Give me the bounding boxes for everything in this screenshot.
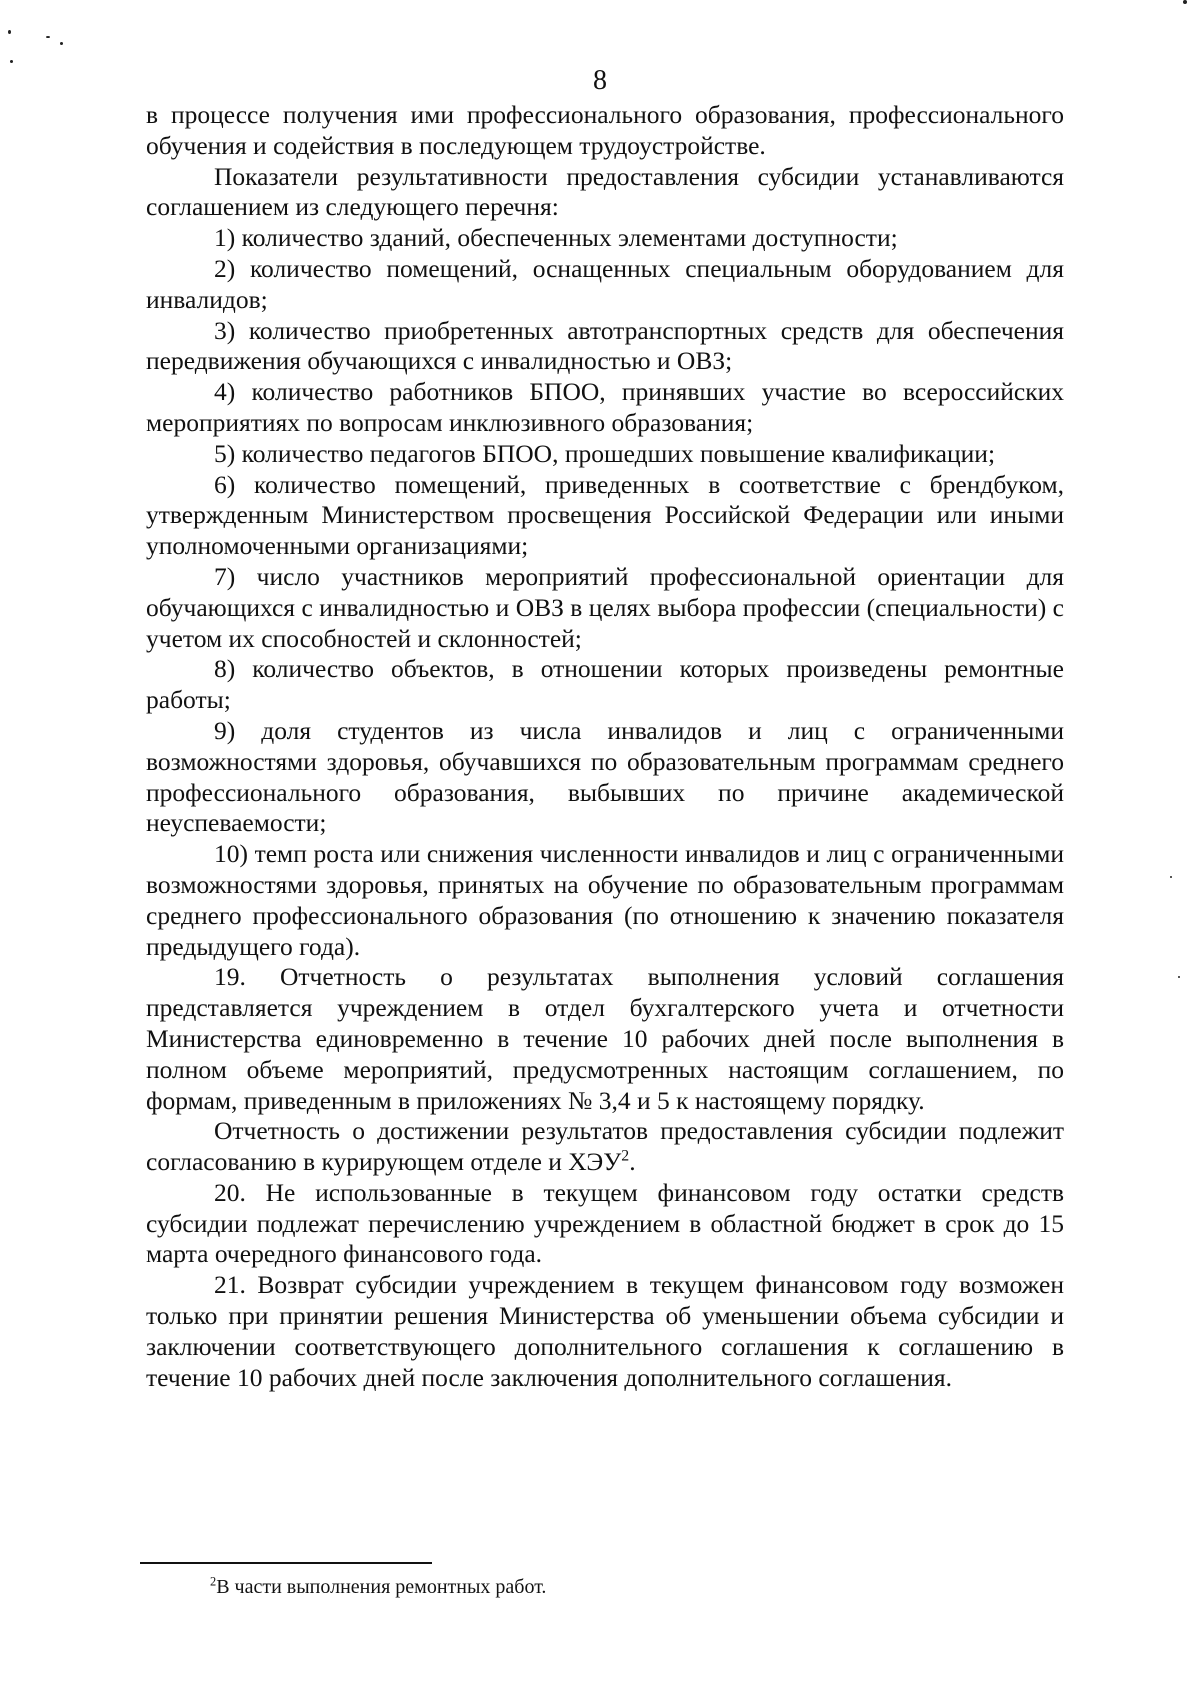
page-number: 8 [593,65,607,96]
footnote [210,1574,1010,1600]
paragraph: в процессе получения ими профессионального образования, профессионального обучения и содействия в последующем трудоустройстве. [146,100,1064,160]
list-item: 1) количество зданий, обеспеченных элементами доступности; [214,223,898,253]
list-item: 7) число участников мероприятий профессиональной ориентации для обучающихся с инвалидностью и ОВЗ в целях выбора профессии (специальности) с учетом их способностей и склонностей; [146,561,1064,653]
list-item: 2) количество помещений, оснащенных специальным оборудованием для инвалидов; [146,253,1064,314]
footnote-text: В части выполнения ремонтных работ. [216,1576,547,1598]
list-item: 10) темп роста или снижения численности инвалидов и лиц с ограниченными возможностями здоровья, принятых на обучение по образовательным программам среднего профессионального образования (по отношению к значению показателя предыдущего года). [146,839,1064,961]
paragraph: 21. Возврат субсидии учреждением в текущем финансовом году возможен только при принятии решения Министерства об уменьшении объема субсидии и заключении соответствующего дополнительного соглашения к соглашению в течение 10 рабочих дней после заключения дополнительного соглашения. [146,1270,1064,1392]
paragraph: 20. Не использованные в текущем финансовом году остатки средств субсидии подлежат перечислению учреждением в областной бюджет в срок до 15 марта очередного финансового года. [146,1177,1064,1269]
list-item: 5) количество педагогов БПОО, прошедших повышение квалификации; [214,438,996,468]
footnote-divider [140,1562,432,1564]
paragraph [146,1116,1064,1178]
list-item: 6) количество помещений, приведенных в соответствие с брендбуком, утвержденным Министерством просвещения Российской Федерации или иными уполномоченными организациями; [146,469,1064,561]
list-item: 8) количество объектов, в отношении которых произведены ремонтные работы; [146,654,1064,715]
paragraph-text-end: . [629,1147,636,1177]
list-item: 3) количество приобретенных автотранспортных средств для обеспечения передвижения обучающихся с инвалидностью и ОВЗ; [146,315,1064,376]
footnote-marker: 2 [210,1574,217,1589]
list-item: 9) доля студентов из числа инвалидов и лиц с ограниченными возможностями здоровья, обучавшихся по образовательным программам среднего профессионального образования, выбывших по причине академической неуспеваемости; [146,715,1064,838]
paragraph: Показатели результативности предоставления субсидии устанавливаются соглашением из следующего перечня: [146,161,1064,222]
paragraph: 19. Отчетность о результатах выполнения условий соглашения представляется учреждением в отдел бухгалтерского учета и отчетности Министерства единовременно в течение 10 рабочих дней после выполнения в полном объеме мероприятий, предусмотренных настоящим соглашением, по формам, приведенным в приложениях № 3,4 и 5 к настоящему порядку. [146,962,1064,1115]
footnote-reference: 2 [621,1147,630,1165]
list-item: 4) количество работников БПОО, принявших участие во всероссийских мероприятиях по вопросам инклюзивного образования; [146,377,1064,437]
document-body [146,100,1064,1393]
paragraph-text: Отчетность о достижении результатов предоставления субсидии подлежит согласованию в курирующем отделе и ХЭУ [146,1116,1064,1177]
